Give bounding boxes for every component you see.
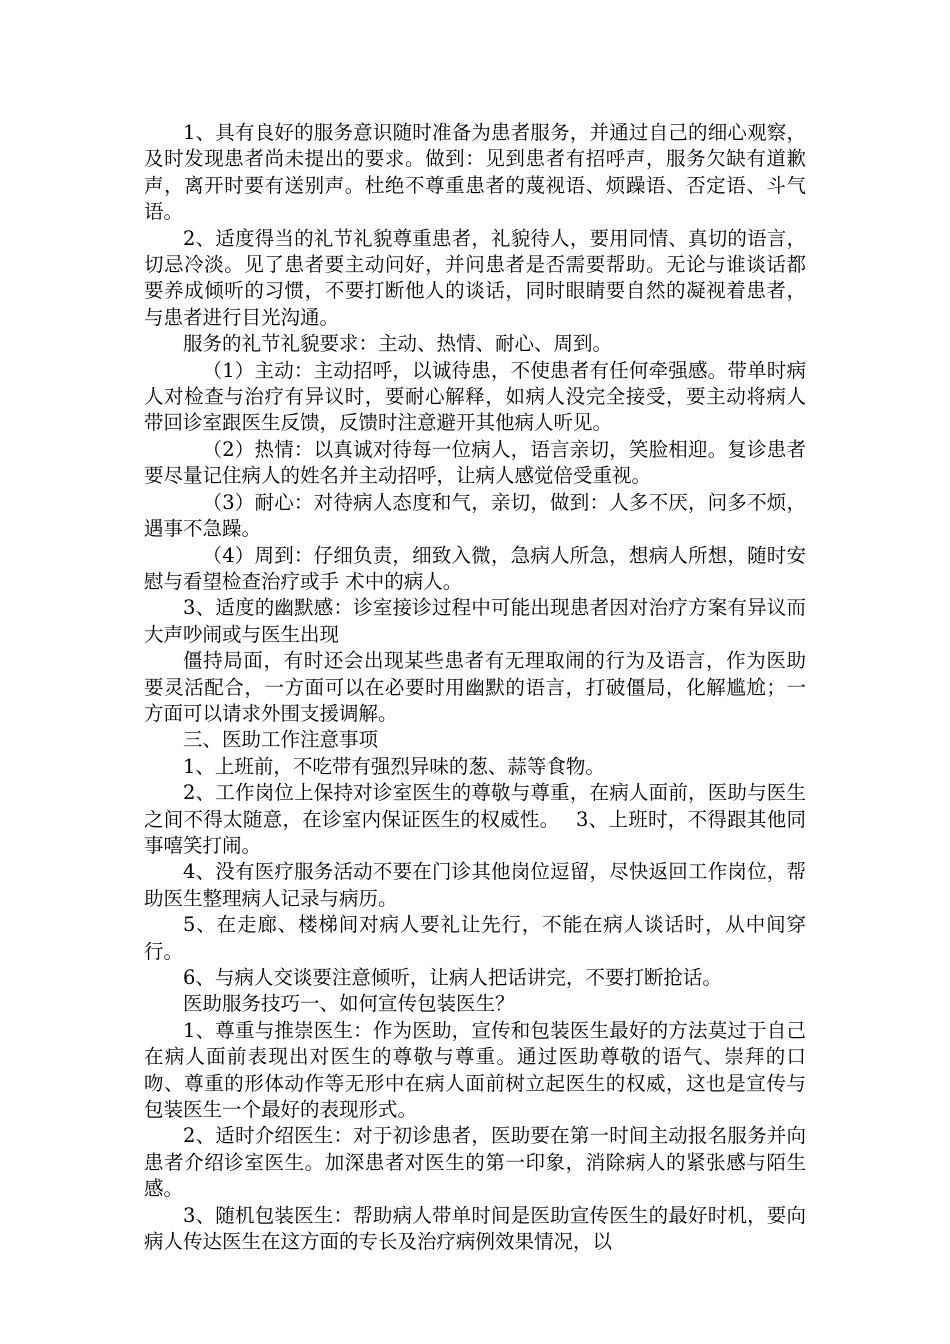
paragraph-note-2-3: 2、工作岗位上保持对诊室医生的尊敬与尊重，在病人面前，医助与医生之间不得太随意，在诊室内保证医生的权威性。 3、上班时，不得跟其他同事嘻笑打闹。 (144, 781, 806, 857)
section-heading-promote-doctor: 医助服务技巧一、如何宣传包装医生？ (183, 992, 515, 1016)
paragraph-note-5: 5、在走廊、楼梯间对病人要礼让先行，不能在病人谈话时，从中间穿行。 (144, 913, 806, 963)
paragraph-note-6: 6、与病人交谈要注意倾听，让病人把话讲完，不要打断抢话。 (183, 966, 722, 989)
paragraph-humor: 3、适度的幽默感：诊室接诊过程中可能出现患者因对治疗方案有异议而大声吵闹或与医生出现 (144, 596, 806, 646)
paragraph-note-4: 4、没有医疗服务活动不要在门诊其他岗位逗留，尽快返回工作岗位，帮助医生整理病人记录与病历。 (144, 860, 806, 910)
paragraph-note-1: 1、上班前，不吃带有强烈异味的葱、蒜等食物。 (183, 754, 605, 778)
paragraph-introduce-doctor: 2、适时介绍医生：对于初诊患者，医助要在第一时间主动报名服务并向患者介绍诊室医生。加深患者对医生的第一印象，消除病人的紧张感与陌生感。 (144, 1124, 806, 1201)
paragraph-patience: （3）耐心：对待病人态度和气，亲切，做到：人多不厌，问多不烦，遇事不急躁。 (144, 490, 806, 541)
paragraph-promote-doctor: 3、随机包装医生：帮助病人带单时间是医助宣传医生的最好时机，要向病人传达医生在这方面的专长及治疗病例效果情况，以 (144, 1203, 806, 1254)
paragraph-respect-doctor: 1、尊重与推崇医生：作为医助，宣传和包装医生最好的方法莫过于自己在病人面前表现出对医生的尊敬与尊重。通过医助尊敬的语气、崇拜的口吻、尊重的形体动作等无形中在病人面前树立起医生的权威，这也是宣传与包装医生一个最好的表现形式。 (144, 1018, 806, 1122)
paragraph-warmth: （2）热情：以真诚对待每一位病人，语言亲切，笑脸相迎。复诊患者要尽量记住病人的姓名并主动招呼，让病人感觉倍受重视。 (144, 437, 806, 488)
paragraph-service-awareness: 1、具有良好的服务意识随时准备为患者服务，并通过自己的细心观察，及时发现患者尚未提出的要求。做到：见到患者有招呼声，服务欠缺有道歉声，离开时要有送别声。杜绝不尊重患者的蔑视语、烦躁语、否定语、斗气语。 (144, 121, 806, 224)
paragraph-humor-continued: 僵持局面，有时还会出现某些患者有无理取闹的行为及语言，作为医助要灵活配合，一方面可以在必要时用幽默的语言，打破僵局，化解尴尬；一方面可以请求外围支援调解。 (144, 649, 806, 725)
document-page (144, 120, 806, 1255)
paragraph-courtesy-requirements: 服务的礼节礼貌要求：主动、热情、耐心、周到。 (183, 332, 613, 356)
paragraph-initiative: （1）主动：主动招呼，以诚待患，不使患者有任何牵强感。带单时病人对检查与治疗有异议时，要耐心解释，如病人没完全接受，要主动将病人带回诊室跟医生反馈，反馈时注意避开其他病人听见。 (144, 358, 806, 435)
paragraph-thoughtfulness: （4）周到：仔细负责，细致入微，急病人所急，想病人所想，随时安慰与看望检查治疗或手 术中的病人。 (144, 543, 806, 593)
section-heading-work-notes: 三、医助工作注意事项 (183, 728, 379, 752)
paragraph-courtesy: 2、适度得当的礼节礼貌尊重患者，礼貌待人，要用同情、真切的语言，切忌冷淡。见了患者要主动问好，并问患者是否需要帮助。无论与谁谈话都要养成倾听的习惯，不要打断他人的谈话，同时眼睛要自然的凝视着患者，与患者进行目光沟通。 (144, 226, 806, 329)
